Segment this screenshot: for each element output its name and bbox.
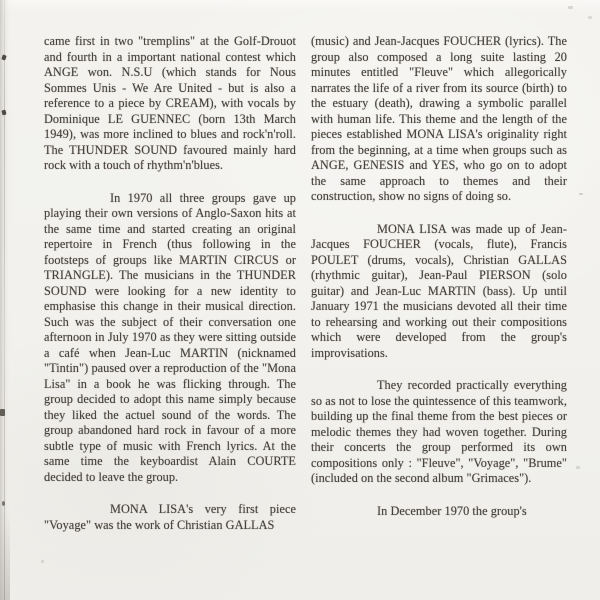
paragraph-left-2: In 1970 all three groups gave up playing their own versions of Anglo-Saxon hits at the same time and started creating an original repertoire in French (thus following in the footsteps of groups like MARTIN CIRCUS or TRIANGLE). The musicians in the THUNDER SOUND were looking for a new identity to emphasise this change in their musical direction. Such was the subject of their conversation one afternoon in July 1970 as they were sitting outside a café when Jean-Luc MARTIN (nicknamed "Tintin") paused over a reproduction of the "Mona Lisa" in a book he was flicking through. The group decided to adopt this name simply because they liked the actuel sound of the words. The group abandoned hard rock in favour of a more subtle type of music with French lyrics. At the same time the keyboardist Alain COURTE decided to leave the group. [44, 190, 296, 484]
scan-speck [568, 6, 573, 9]
paragraph-left-1: came first in two "tremplins" at the Golf-Drouot and fourth in a important national contest which ANGE won. N.S.U (which stands for Nous Sommes Unis - We Are United - but is also a reference to a piece by CREAM), with vocals by Dominique LE GUENNEC (born 13th March 1949), was more inclined to blues and rock'n'roll. The THUNDER SOUND favoured mainly hard rock with a touch of rhythm'n'blues. [44, 34, 296, 172]
right-column [311, 34, 567, 519]
left-column [44, 34, 296, 533]
paragraph-right-4: In December 1970 the group's [377, 503, 527, 518]
paragraph-right-3: They recorded practically everything so as not to lose the quintessence of this teamwork, building up the final theme from the best pieces or melodic themes they had woven together. During their concerts the group performed its own compositions only : "Fleuve", "Voyage", "Brume" (included on the second album "Grimaces"). [311, 378, 567, 485]
scan-speck [41, 560, 44, 563]
paragraph-right-1: (music) and Jean-Jacques FOUCHER (lyrics). The group also composed a long suite lasting 20 minutes entitled "Fleuve" which allegorically narrates the life of a river from its source (birth) to the estuary (death), drawing a symbolic parallel with human life. This theme and the length of the pieces established MONA LISA's originality right from the beginning, at a time when groups such as ANGE, GENESIS and YES, who go on to adopt the same approach to themes and their construction, show no signs of doing so. [311, 34, 567, 203]
scan-speck [579, 193, 583, 195]
scan-speck [0, 409, 5, 416]
scan-speck [588, 16, 592, 19]
scan-speck [576, 466, 580, 469]
scan-edge-bottom-shadow [0, 510, 10, 600]
paragraph-right-2: MONA LISA was made up of Jean-Jacques FOUCHER (vocals, flute), Francis POULET (drums, vocals), Christian GALLAS (rhythmic guitar), Jean-Paul PIERSON (solo guitar) and Jean-Luc MARTIN (bass). Up until January 1971 the musicians devoted all their time to rehearsing and working out their compositions which were developed from the group's improvisations. [311, 221, 567, 360]
paragraph-left-3: MONA LISA's very first piece "Voyage" was the work of Christian GALLAS [44, 502, 296, 532]
scan-speck [2, 501, 5, 506]
fold-line [4, 0, 5, 600]
